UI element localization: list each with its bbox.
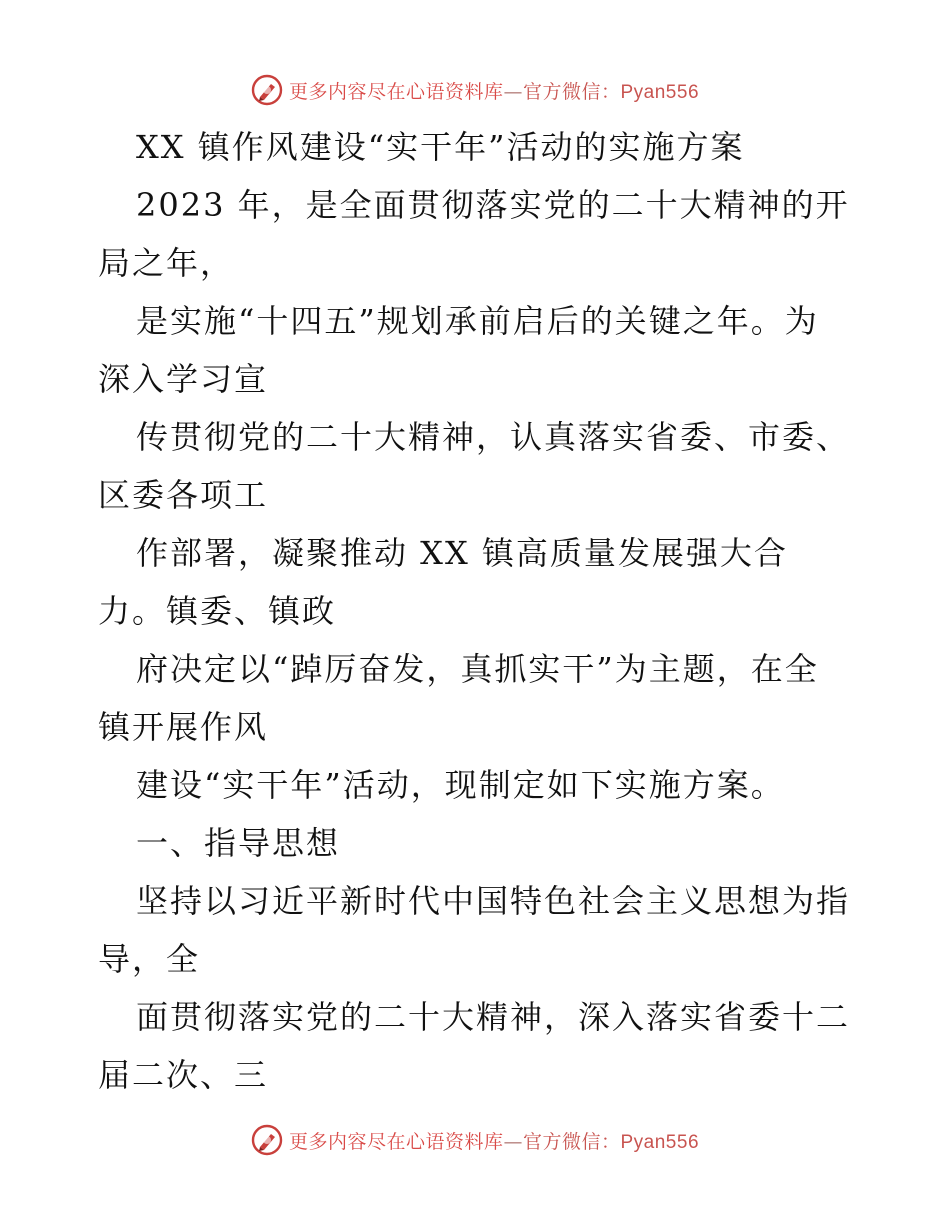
text-line: 面贯彻落实党的二十大精神，深入落实省委十二	[136, 998, 851, 1036]
watermark-separator: —	[503, 1130, 523, 1153]
text-line: 传贯彻党的二十大精神，认真落实省委、市委、	[136, 418, 851, 456]
text-line: 一、指导思想	[136, 824, 341, 862]
text-line: XX 镇作风建设“实干年”活动的实施方案	[136, 128, 745, 166]
pen-logo-icon	[251, 74, 283, 106]
watermark-site: 更多内容尽在心语资料库	[288, 80, 504, 103]
watermark-contact: 官方微信：Pyan556	[523, 81, 700, 103]
pen-logo-icon	[251, 1124, 283, 1156]
text-line: 导，全	[98, 940, 201, 978]
document-body	[98, 118, 858, 1104]
text-line: 镇开展作风	[98, 708, 269, 746]
text-line: 建设“实干年”活动，现制定如下实施方案。	[136, 766, 785, 804]
text-line: 坚持以习近平新时代中国特色社会主义思想为指	[136, 882, 851, 920]
watermark-banner-bottom	[0, 1120, 950, 1160]
watermark-banner-top	[0, 70, 950, 110]
text-line: 2023 年，是全面贯彻落实党的二十大精神的开	[136, 186, 850, 224]
watermark-separator: —	[503, 80, 523, 103]
text-line: 深入学习宣	[98, 360, 269, 398]
watermark-contact: 官方微信：Pyan556	[523, 1131, 700, 1153]
text-line: 府决定以“踔厉奋发，真抓实干”为主题，在全	[136, 650, 819, 688]
text-line: 力。镇委、镇政	[98, 592, 337, 630]
text-line: 作部署，凝聚推动 XX 镇高质量发展强大合	[136, 534, 788, 572]
text-line: 届二次、三	[98, 1056, 269, 1094]
watermark-site: 更多内容尽在心语资料库	[288, 1130, 504, 1153]
text-line: 区委各项工	[98, 476, 269, 514]
text-line: 局之年，	[98, 244, 235, 282]
text-line: 是实施“十四五”规划承前启后的关键之年。为	[136, 302, 819, 340]
